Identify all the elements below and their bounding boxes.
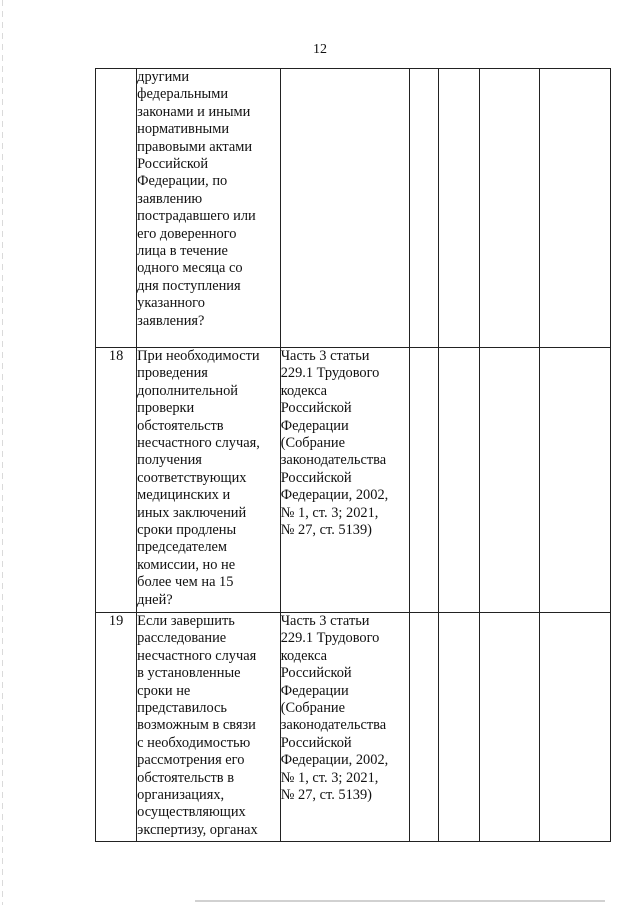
text-line: заявлению — [137, 190, 203, 207]
row-number-cell — [96, 69, 137, 348]
text-line: законодательства — [280, 452, 387, 469]
text-line: дополнительной — [137, 382, 238, 399]
text-line: в установленные — [137, 665, 241, 682]
text-line: кодекса — [280, 382, 328, 399]
text-line: Российской — [280, 469, 352, 486]
text-line: экспертизу, органах — [137, 821, 258, 838]
question-cell — [137, 613, 281, 842]
text-line: нормативными — [137, 121, 230, 138]
text-line: федеральными — [137, 86, 229, 103]
answer-cell-no — [439, 613, 480, 842]
text-line: лица в течение — [137, 243, 228, 260]
note-cell — [539, 69, 610, 348]
table-row — [96, 348, 611, 613]
text-line: сроки не — [137, 682, 191, 699]
text-line: При необходимости — [137, 348, 260, 364]
answer-cell-not-applicable — [480, 69, 539, 348]
text-line: № 27, ст. 5139) — [280, 787, 372, 804]
text-line: пострадавшего или — [137, 208, 256, 225]
text-line: (Собрание — [280, 700, 345, 717]
text-line: кодекса — [280, 647, 328, 664]
text-line: иных заключений — [137, 504, 247, 521]
text-line: рассмотрения его — [137, 752, 245, 769]
text-line: № 1, ст. 3; 2021, — [280, 769, 379, 786]
text-line: дней? — [137, 591, 173, 608]
text-line: одного месяца со — [137, 260, 243, 277]
question-cell — [137, 69, 281, 348]
legal-source-cell — [280, 69, 410, 348]
scan-edge-bottom — [195, 900, 605, 902]
text-line: организациях, — [137, 787, 225, 804]
text-line: заявления? — [137, 312, 205, 329]
text-line: представилось — [137, 700, 227, 717]
note-cell — [539, 613, 610, 842]
text-line: сроки продлены — [137, 522, 237, 539]
text-line: несчастного случая — [137, 647, 257, 664]
text-line: более чем на 15 — [137, 574, 234, 591]
text-line: Федерации — [280, 417, 349, 434]
text-line: Часть 3 статьи — [280, 348, 370, 364]
scan-edge-left — [2, 0, 3, 905]
page-number: 12 — [313, 42, 327, 57]
table-row — [96, 613, 611, 842]
text-line: Федерации, по — [137, 173, 228, 190]
legal-source-cell — [280, 613, 410, 842]
answer-cell-no — [439, 348, 480, 613]
text-line: с необходимостью — [137, 734, 251, 751]
text-line: дня поступления — [137, 277, 241, 294]
text-line: 229.1 Трудового — [280, 630, 380, 647]
text-line: 229.1 Трудового — [280, 365, 380, 382]
answer-cell-yes — [410, 613, 439, 842]
text-line: другими — [137, 69, 190, 85]
text-line: Российской — [280, 734, 352, 751]
text-line: Федерации, 2002, — [280, 487, 389, 504]
row-number-cell: 18 — [96, 348, 137, 613]
text-line: несчастного случая, — [137, 435, 260, 452]
text-line: (Собрание — [280, 435, 345, 452]
text-line: правовыми актами — [137, 138, 253, 155]
text-line: Российской — [280, 400, 352, 417]
text-line: Российской — [137, 156, 209, 173]
text-line: обстоятельств — [137, 417, 224, 434]
text-line: возможным в связи — [137, 717, 256, 734]
answer-cell-not-applicable — [480, 348, 539, 613]
answer-cell-no — [439, 69, 480, 348]
row-number-cell: 19 — [96, 613, 137, 842]
text-line: обстоятельств в — [137, 769, 234, 786]
answer-cell-not-applicable — [480, 613, 539, 842]
text-line: указанного — [137, 295, 205, 312]
text-line: получения — [137, 452, 202, 469]
legal-source-cell — [280, 348, 410, 613]
text-line: медицинских и — [137, 487, 231, 504]
text-line: Федерации — [280, 682, 349, 699]
text-line: комиссии, но не — [137, 556, 236, 573]
text-line: законодательства — [280, 717, 387, 734]
text-line: Если завершить — [137, 613, 235, 629]
answer-cell-yes — [410, 348, 439, 613]
answer-cell-yes — [410, 69, 439, 348]
text-line: проверки — [137, 400, 195, 417]
text-line: Часть 3 статьи — [280, 613, 370, 629]
text-line: законами и иными — [137, 103, 251, 120]
text-line: председателем — [137, 539, 228, 556]
text-line: расследование — [137, 630, 227, 647]
note-cell — [539, 348, 610, 613]
text-line: осуществляющих — [137, 804, 246, 821]
table-row — [96, 69, 611, 348]
text-line: № 1, ст. 3; 2021, — [280, 504, 379, 521]
checklist-table — [95, 68, 611, 842]
text-line: № 27, ст. 5139) — [280, 522, 372, 539]
text-line: Российской — [280, 665, 352, 682]
question-cell — [137, 348, 281, 613]
text-line: Федерации, 2002, — [280, 752, 389, 769]
text-line: его доверенного — [137, 225, 237, 242]
text-line: соответствующих — [137, 469, 247, 486]
text-line: проведения — [137, 365, 208, 382]
